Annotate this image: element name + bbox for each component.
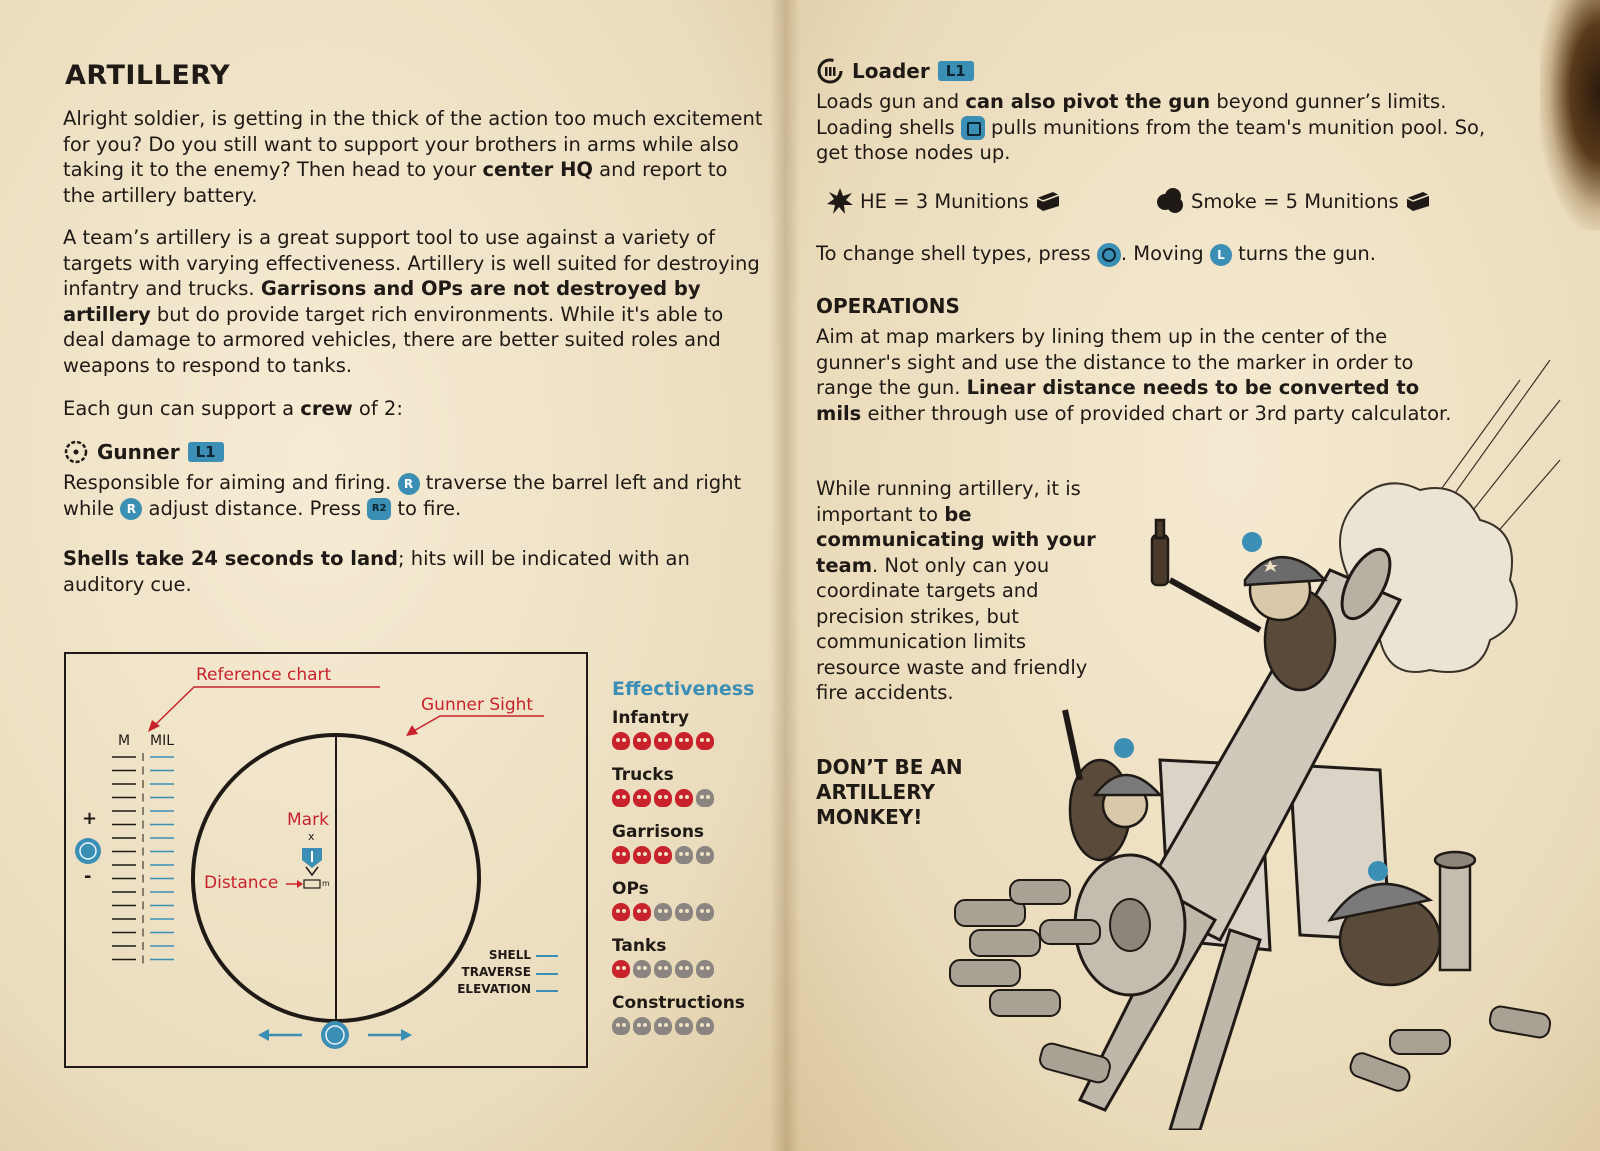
monkey-loader: [1065, 710, 1160, 860]
mil-column-label: MIL: [150, 733, 175, 749]
effectiveness-panel: [612, 678, 782, 1050]
minus-label: -: [84, 866, 92, 887]
r-stick-horizontal-icon: R: [398, 473, 420, 495]
gunner-sight-icon: [63, 439, 89, 465]
effectiveness-row: [612, 936, 782, 993]
skull-rating: [612, 1017, 782, 1035]
intro-paragraph-1: Alright soldier, is getting in the thick of the action too much excitement for you? Do you still want to support your brothers in arms while also taking it to the enemy? Then head to your center HQ and report to the artillery battery.: [63, 107, 763, 207]
skull-icon: [654, 846, 672, 864]
skull-icon: [633, 846, 651, 864]
skull-icon: [675, 903, 693, 921]
reference-chart-label: Reference chart: [196, 665, 332, 685]
loader-label: Loader: [852, 59, 930, 83]
gunner-heading: [63, 439, 224, 465]
mark-x-label: x: [308, 830, 315, 843]
munitions-crate-icon: [1035, 190, 1061, 212]
gunner-l1-badge: L1: [188, 442, 224, 462]
gunner-description: Responsible for aiming and firing. R traverse the barrel left and right while R adjust distance. Press R2 to fire.: [63, 471, 742, 520]
shell-change-instructions: To change shell types, press . Moving L turns the gun.: [816, 242, 1376, 265]
gunner-sight-label: Gunner Sight: [421, 695, 534, 715]
loader-l1-badge: L1: [938, 61, 974, 81]
mark-label: Mark: [287, 810, 329, 830]
m-column-label: M: [118, 733, 131, 749]
effectiveness-target-label: Trucks: [612, 765, 674, 785]
skull-icon: [633, 960, 651, 978]
shell-legend-label: SHELL: [488, 948, 531, 962]
skull-icon: [675, 1017, 693, 1035]
skull-icon: [675, 732, 693, 750]
distance-unit-label: m: [322, 879, 330, 888]
skull-icon: [633, 1017, 651, 1035]
reference-pointer-line: [154, 687, 380, 726]
crew-paragraph: Each gun can support a crew of 2:: [63, 397, 403, 420]
closing-slogan: DON’T BE AN ARTILLERY MONKEY!: [816, 755, 963, 829]
distance-label: Distance: [204, 873, 279, 893]
skull-icon: [675, 846, 693, 864]
effectiveness-target-label: Garrisons: [612, 822, 705, 842]
artillery-monkeys-illustration: [930, 340, 1570, 1130]
skull-icon: [612, 732, 630, 750]
skull-rating: [612, 960, 782, 978]
skull-icon: [654, 732, 672, 750]
he-munitions: HE = 3 Munitions: [826, 187, 1061, 215]
skull-icon: [654, 903, 672, 921]
skull-icon: [696, 903, 714, 921]
gunner-sight-pointer-arrow: [406, 725, 418, 736]
effectiveness-row: [612, 765, 782, 822]
traverse-r-stick-icon: [321, 1021, 349, 1049]
r-stick-vertical-icon: R: [120, 498, 142, 520]
intro-paragraph-2: A team’s artillery is a great support tool to use against a variety of targets with varying effectiveness. Artillery is well suited for destroying infantry and trucks. Garrisons and OPs are not destroyed by artillery but do provide target rich environments. While it's able to deal damage to armored vehicles, there are better suited roles and weapons to respond to tanks.: [63, 226, 760, 377]
loader-heading: [816, 57, 974, 85]
traverse-legend-label: TRAVERSE: [461, 965, 531, 979]
plus-label: +: [82, 808, 98, 829]
skull-icon: [696, 732, 714, 750]
distance-box: [304, 880, 320, 888]
effectiveness-row: [612, 708, 782, 765]
skull-rating: [612, 903, 782, 921]
skull-icon: [612, 903, 630, 921]
skull-icon: [633, 732, 651, 750]
skull-icon: [612, 789, 630, 807]
skull-icon: [696, 1017, 714, 1035]
effectiveness-row: [612, 879, 782, 936]
circle-button-icon: [1097, 243, 1121, 267]
skull-icon: [654, 1017, 672, 1035]
he-explosion-icon: [826, 187, 854, 215]
burn-mark: [1540, 0, 1600, 230]
effectiveness-target-label: Tanks: [612, 936, 667, 956]
smoke-cloud-icon: [1155, 187, 1185, 215]
skull-icon: [654, 789, 672, 807]
skull-icon: [675, 789, 693, 807]
loader-description: Loads gun and can also pivot the gun beyond gunner’s limits. Loading shells pulls munitions from the team's munition pool. So, get those nodes up.: [816, 90, 1486, 164]
gunner-sight-diagram: [64, 652, 588, 1068]
skull-icon: [633, 789, 651, 807]
munitions-crate-icon: [1405, 190, 1431, 212]
smoke-munitions: Smoke = 5 Munitions: [1155, 187, 1431, 215]
skull-rating: [612, 732, 782, 750]
skull-rating: [612, 846, 782, 864]
shells-paragraph: Shells take 24 seconds to land; hits will be indicated with an auditory cue.: [63, 547, 690, 596]
l-stick-icon: L: [1210, 244, 1232, 266]
operations-heading: OPERATIONS: [816, 294, 960, 318]
skull-icon: [696, 960, 714, 978]
page-title: ARTILLERY: [65, 60, 231, 91]
elevation-r-stick-icon: [75, 838, 101, 864]
range-ruler: [112, 753, 174, 964]
diagram-graphics: [66, 654, 586, 1066]
gunner-label: Gunner: [97, 440, 180, 464]
r2-button-icon: R2: [367, 498, 391, 520]
effectiveness-rows: [612, 708, 782, 1050]
effectiveness-target-label: Infantry: [612, 708, 689, 728]
effectiveness-row: [612, 822, 782, 879]
elevation-legend-label: ELEVATION: [457, 982, 531, 996]
operations-paragraph-1: Aim at map markers by lining them up in the center of the gunner's sight and use the distance to the marker in order to range the gun. Linear distance needs to be converted to mils either through use of provided chart or 3rd party calculator.: [816, 325, 1452, 425]
effectiveness-title: Effectiveness: [612, 678, 755, 700]
skull-icon: [675, 960, 693, 978]
skull-icon: [633, 903, 651, 921]
effectiveness-target-label: Constructions: [612, 993, 745, 1013]
square-button-icon: [961, 116, 985, 140]
skull-icon: [696, 846, 714, 864]
skull-icon: [612, 846, 630, 864]
skull-icon: [612, 1017, 630, 1035]
skull-rating: [612, 789, 782, 807]
effectiveness-target-label: OPs: [612, 879, 649, 899]
gunner-sight-pointer-line: [412, 716, 544, 732]
skull-icon: [654, 960, 672, 978]
skull-icon: [696, 789, 714, 807]
loader-reload-icon: [816, 57, 844, 85]
skull-icon: [612, 960, 630, 978]
effectiveness-row: [612, 993, 782, 1050]
operations-paragraph-2: While running artillery, it is important to be communicating with your team. Not only can you coordinate targets and precision strikes, but communication limits resource waste and friendly fire accidents.: [816, 477, 1096, 704]
